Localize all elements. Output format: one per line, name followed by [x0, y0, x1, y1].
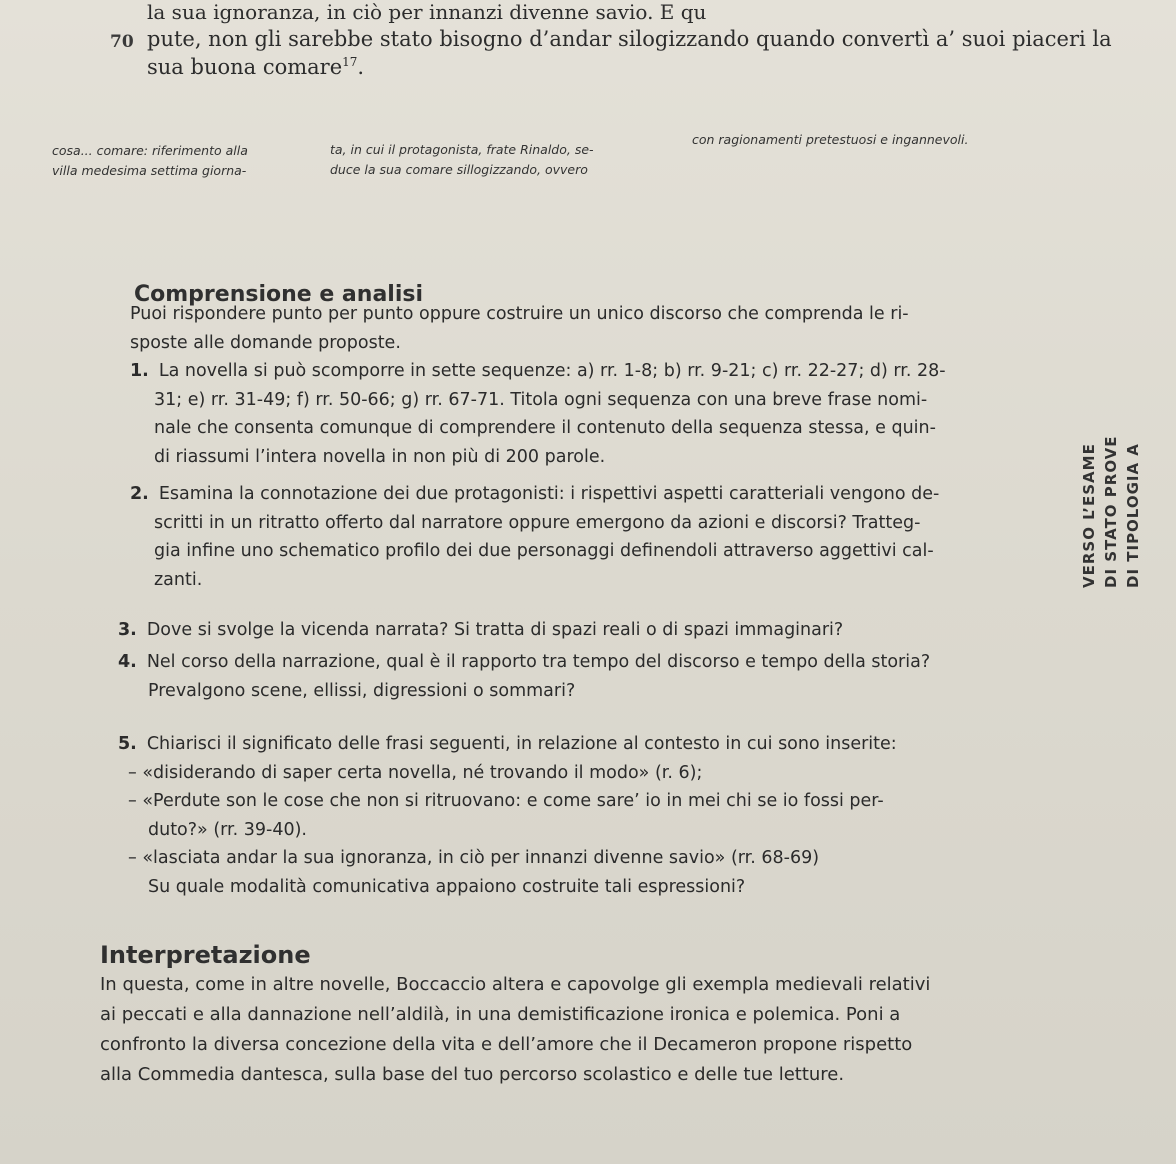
side-label-line-1: VERSO L’ESAME: [1080, 443, 1098, 588]
question-number: 5.: [118, 734, 137, 754]
interpretazione-text: [100, 970, 930, 1090]
question-5-line: [118, 730, 897, 759]
interpretazione-line: alla Commedia dantesca, sulla base del tuo percorso scolastico e delle tue letture.: [100, 1064, 845, 1085]
question-2: [130, 480, 939, 594]
text-line-3-end: .: [357, 55, 365, 79]
footnote-prefix: cosa...: [52, 143, 93, 158]
intro-text: [130, 300, 909, 357]
question-number: 4.: [118, 652, 137, 672]
question-3-line: [118, 616, 843, 645]
text-line-3-body: sua buona comare: [147, 55, 343, 79]
question-1-line: nale che consenta comunque di comprendere il contenuto della sequenza stessa, e quin-: [154, 418, 936, 438]
question-1-line: 31; e) rr. 31-49; f) rr. 50-66; g) rr. 67-71. Titola ogni sequenza con una breve frase nomi-: [154, 389, 928, 410]
text-line-2: pute, non gli sarebbe stato bisogno d’andar silogizzando quando convertì a’ suoi piaceri la: [147, 27, 1112, 51]
question-text: Esamina la connotazione dei due protagonisti: i rispettivi aspetti caratteriali vengono de-: [158, 484, 940, 504]
question-4: [118, 648, 930, 705]
side-label-line-2: DI STATO PROVE: [1102, 435, 1120, 588]
text-line-1: la sua ignoranza, in ciò per innanzi divenne savio. E qu: [147, 0, 707, 24]
side-label-line-3: DI TIPOLOGIA A: [1124, 443, 1142, 588]
section-title-comprensione: Comprensione e analisi: [134, 282, 424, 307]
question-5-line: – «lasciata andar la sua ignoranza, in ciò per innanzi divenne savio» (rr. 68-69): [128, 848, 820, 868]
text-line-3: [147, 55, 364, 79]
question-5-line: Su quale modalità comunicativa appaiono costruite tali espressioni?: [148, 876, 746, 897]
question-2-line: scritti in un ritratto offerto dal narratore oppure emergono da azioni e discorsi? Tratteg-: [154, 512, 921, 533]
question-3: [118, 616, 843, 645]
question-5-line: – «disiderando di saper certa novella, né trovando il modo» (r. 6);: [128, 762, 703, 783]
footnote-col3-line1: con ragionamenti pretestuosi e ingannevoli.: [692, 132, 969, 147]
footnote-col2-line2: duce la sua comare sillogizzando, ovvero: [330, 162, 588, 177]
question-text: Nel corso della narrazione, qual è il rapporto tra tempo del discorso e tempo della storia?: [146, 652, 931, 672]
question-number: 3.: [118, 620, 137, 640]
question-1: [130, 357, 946, 471]
line-number: 70: [110, 32, 134, 52]
question-5-line: – «Perdute son le cose che non si ritruovano: e come sare’ io in mei chi se io fossi per-: [128, 791, 884, 811]
footnote-col1-line1: [52, 142, 248, 160]
question-4-line: [118, 648, 930, 677]
footnote-col1-line2: villa medesima settima giorna-: [52, 163, 247, 178]
question-2-line: gia infine uno schematico profilo dei due personaggi definendoli attraverso aggettivi cal-: [154, 541, 934, 561]
section-title-interpretazione: Interpretazione: [100, 941, 311, 969]
question-1-line: di riassumi l’intera novella in non più di 200 parole.: [154, 446, 606, 467]
question-5: [118, 730, 897, 901]
question-2-line: zanti.: [154, 569, 203, 590]
note-ref: 17: [342, 55, 358, 69]
question-1-line: [130, 357, 946, 386]
footnote-col2-line1: ta, in cui il protagonista, frate Rinaldo, se-: [330, 142, 594, 157]
side-label: [1080, 435, 1172, 588]
intro-line-2: sposte alle domande proposte.: [130, 332, 401, 353]
question-number: 2.: [130, 484, 149, 504]
question-4-line: Prevalgono scene, ellissi, digressioni o sommari?: [148, 680, 576, 701]
interpretazione-line: confronto la diversa concezione della vita e dell’amore che il Decameron propone rispetto: [100, 1034, 913, 1055]
question-2-line: [130, 480, 939, 509]
interpretazione-line: In questa, come in altre novelle, Boccaccio altera e capovolge gli exempla medievali relativi: [100, 974, 931, 995]
footnote-term: comare: riferimento alla: [96, 143, 248, 158]
intro-line-1: Puoi rispondere punto per punto oppure costruire un unico discorso che comprenda le ri-: [130, 304, 909, 324]
question-5-line: duto?» (rr. 39-40).: [148, 819, 307, 840]
interpretazione-line: ai peccati e alla dannazione nell’aldilà, in una demistificazione ironica e polemica. Poni a: [100, 1004, 901, 1025]
question-number: 1.: [130, 361, 149, 381]
question-text: La novella si può scomporre in sette sequenze: a) rr. 1-8; b) rr. 9-21; c) rr. 22-27; d) rr. 28-: [158, 361, 946, 381]
question-text: Dove si svolge la vicenda narrata? Si tratta di spazi reali o di spazi immaginari?: [146, 620, 844, 640]
question-text: Chiarisci il significato delle frasi seguenti, in relazione al contesto in cui sono inserite:: [146, 734, 897, 754]
